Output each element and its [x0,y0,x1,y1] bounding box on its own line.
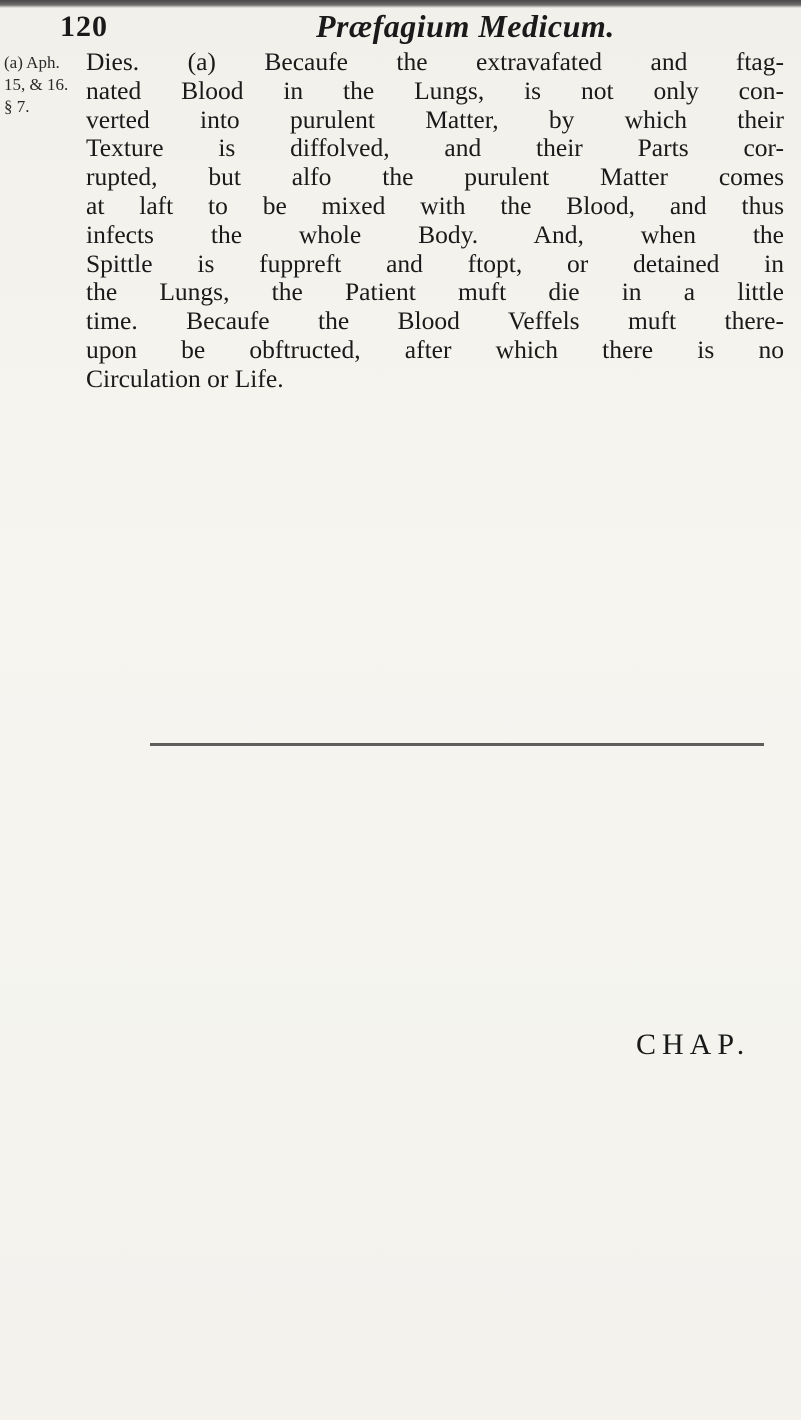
margin-note-line: § 7. [4,97,30,116]
text-line: Spittle is fuppreft and ftopt, or detained in [86,248,784,278]
section-divider-rule [150,743,764,746]
text-line: nated Blood in the Lungs, is not only con- [86,75,784,105]
text-line: Dies. (a) Becaufe the extravafated and ftag- [86,47,784,76]
text-line: Texture is diffolved, and their Parts cor- [86,133,784,163]
text-line: rupted, but alfo the purulent Matter comes [86,162,784,192]
text-line: Circulation or Life. [86,363,284,393]
margin-note [4,52,69,118]
body-paragraph [86,48,786,394]
top-border-rule [0,0,801,8]
text-line: at laft to be mixed with the Blood, and thus [86,190,784,220]
text-line: time. Becaufe the Blood Veffels muft there- [86,306,784,336]
catchword: CHAP. [636,1028,751,1061]
margin-note-line: (a) Aph. [4,53,60,72]
margin-note-line: 15, & 16. [4,75,69,94]
running-title: Præfagium Medicum. [316,8,615,44]
text-line: infects the whole Body. And, when the [86,219,784,249]
page-number: 120 [60,10,108,43]
text-line: the Lungs, the Patient muft die in a little [86,277,784,307]
text-line: verted into purulent Matter, by which their [86,104,784,134]
text-line: upon be obftructed, after which there is no [86,334,784,364]
